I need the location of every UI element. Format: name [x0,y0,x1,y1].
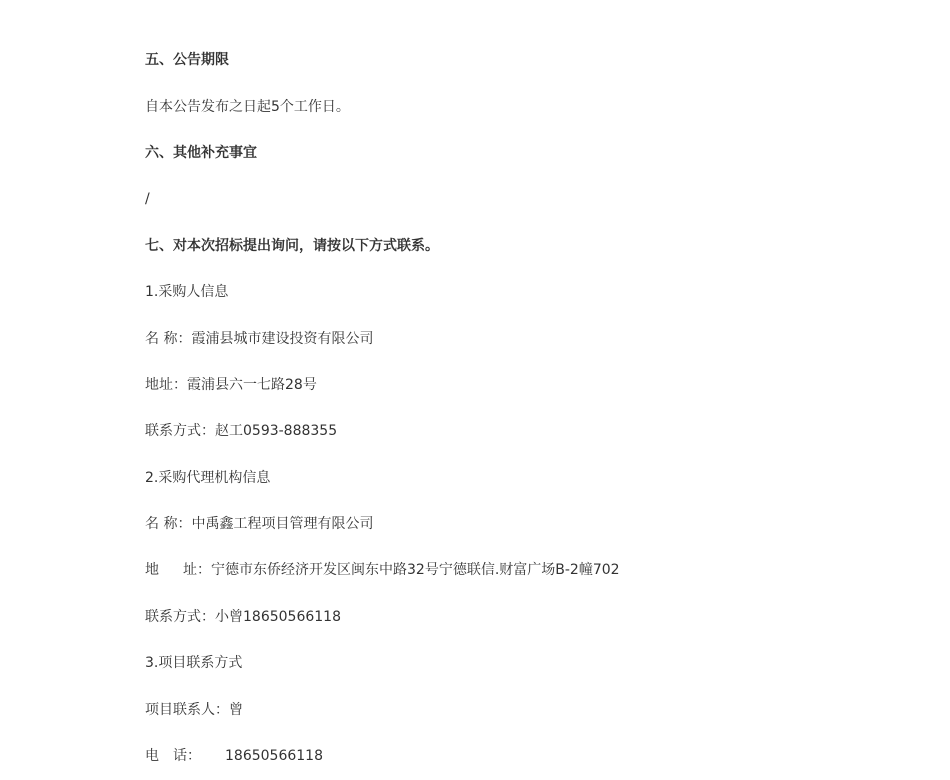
section-5-heading: 五、公告期限 [145,52,229,68]
project-phone-label: 电 [145,748,159,764]
section-6-body: / [145,191,150,207]
section-7-heading: 七、对本次招标提出询问，请按以下方式联系。 [145,238,439,254]
purchaser-heading: 1.采购人信息 [145,284,229,300]
agency-address [145,560,620,580]
agency-address-value: 址：宁德市东侨经济开发区闽东中路32号宁德联信.财富广场B-2幢702 [183,562,620,578]
agency-contact: 联系方式：小曾18650566118 [145,609,341,625]
project-phone-value: 18650566118 [225,748,323,764]
agency-address-label: 地 [145,562,159,578]
project-person: 项目联系人：曾 [145,702,243,718]
project-phone-mid: 话： [173,748,201,764]
section-5-body: 自本公告发布之日起5个工作日。 [145,99,350,115]
purchaser-address: 地址：霞浦县六一七路28号 [145,377,317,393]
agency-name: 名 称：中禹鑫工程项目管理有限公司 [145,516,374,532]
purchaser-name: 名 称：霞浦县城市建设投资有限公司 [145,331,374,347]
purchaser-contact: 联系方式：赵工0593-888355 [145,423,338,439]
section-6-heading: 六、其他补充事宜 [145,145,257,161]
agency-heading: 2.采购代理机构信息 [145,470,271,486]
project-phone [145,746,323,766]
project-heading: 3.项目联系方式 [145,655,243,671]
